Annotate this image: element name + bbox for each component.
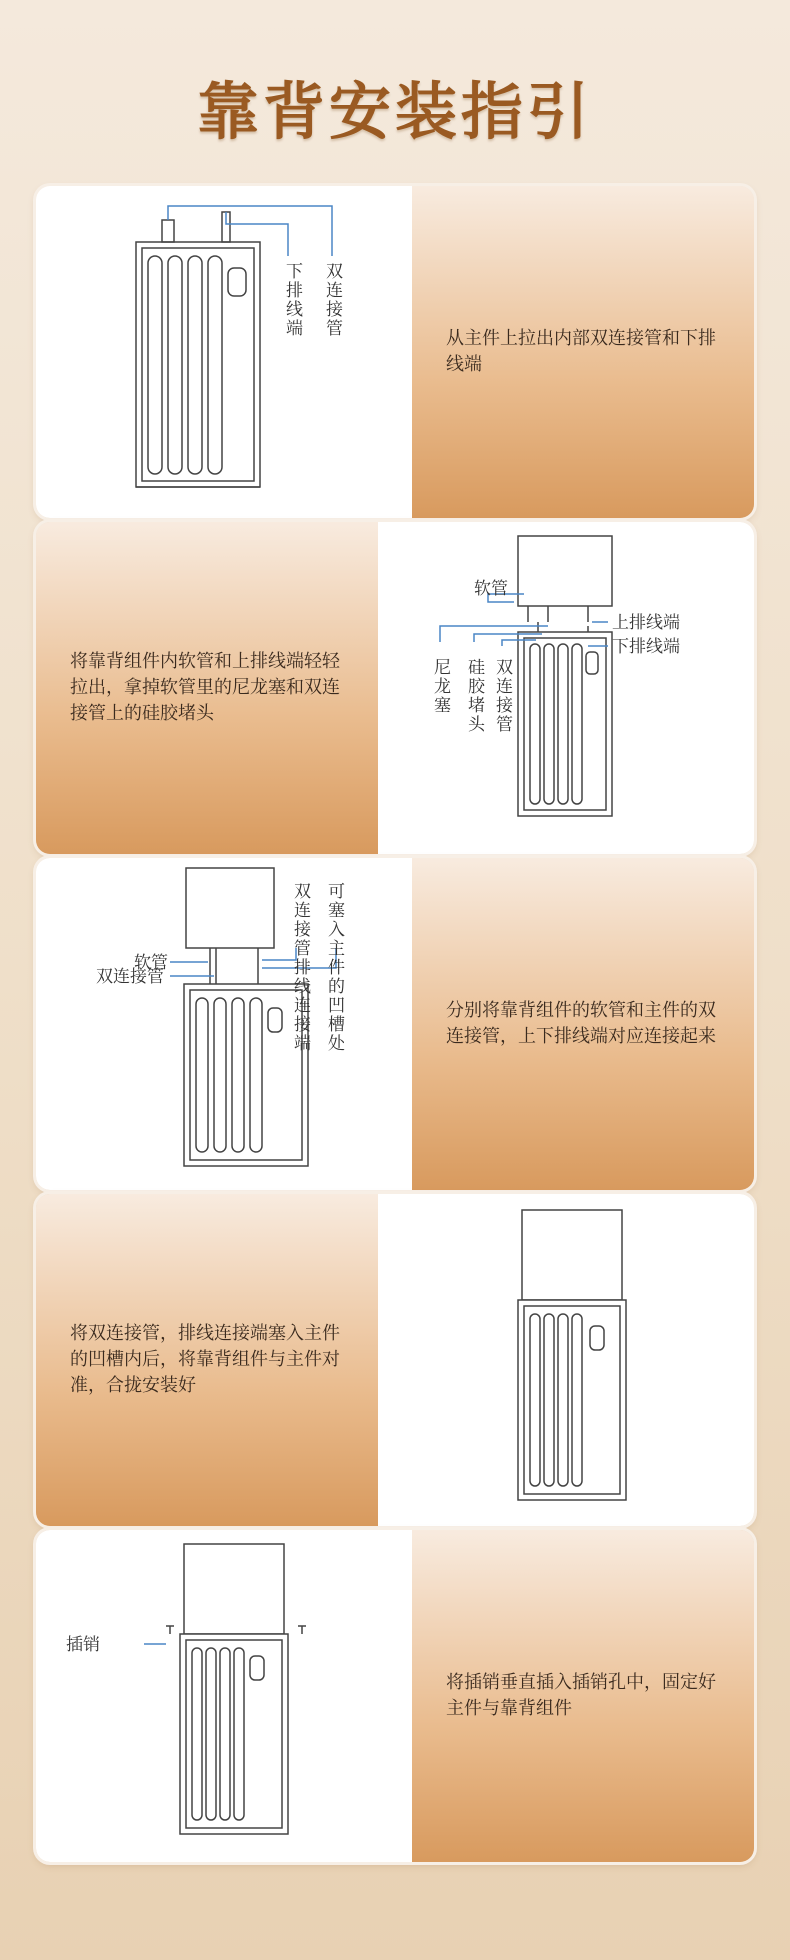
pin-label: 插销: [66, 1635, 100, 1655]
double-pipe-label: 双连接管: [96, 967, 164, 987]
step-card-2: [36, 522, 754, 854]
double-pipe-label: 双连接管: [492, 658, 512, 734]
step-2-text: 将靠背组件内软管和上排线端轻轻拉出，拿掉软管里的尼龙塞和双连接管上的硅胶堵头: [70, 651, 340, 724]
lower-cable-label: 下排线端: [612, 637, 680, 657]
step-1-illustration: [36, 186, 412, 518]
pipe-cable-label: 双连接管排线连接端: [290, 882, 310, 1053]
step-2-illustration: [378, 522, 754, 854]
step-4-text: 将双连接管，排线连接端塞入主件的凹槽内后，将靠背组件与主件对准，合拢安装好: [70, 1323, 340, 1396]
step-5-text-panel: [412, 1530, 754, 1862]
insert-groove-label: 可塞入主件的凹槽处: [324, 882, 344, 1053]
step-card-3: [36, 858, 754, 1190]
silicone-cap-label: 硅胶堵头: [464, 658, 484, 734]
step-4-text-panel: [36, 1194, 378, 1526]
step-5-text: 将插销垂直插入插销孔中，固定好主件与靠背组件: [446, 1672, 716, 1719]
step-card-1: [36, 186, 754, 518]
hose-label: 软管: [134, 953, 168, 973]
step-3-text: 分别将靠背组件的软管和主件的双连接管，上下排线端对应连接起来: [446, 1000, 716, 1047]
step-card-5: [36, 1530, 754, 1862]
step-4-illustration: [378, 1194, 754, 1526]
step-3-text-panel: [412, 858, 754, 1190]
page-title: 靠背安装指引: [196, 75, 593, 148]
step-1-text-panel: [412, 186, 754, 518]
double-pipe-label: 双连接管: [322, 262, 342, 338]
hose-label: 软管: [474, 579, 508, 599]
step-1-text: 从主件上拉出内部双连接管和下排线端: [446, 328, 716, 375]
step-card-4: [36, 1194, 754, 1526]
step-5-illustration: [36, 1530, 412, 1862]
lower-cable-label: 下排线端: [282, 262, 302, 338]
step-2-text-panel: [36, 522, 378, 854]
upper-cable-label: 上排线端: [612, 613, 680, 633]
nylon-plug-label: 尼龙塞: [430, 658, 450, 715]
step-3-illustration: [36, 858, 412, 1190]
